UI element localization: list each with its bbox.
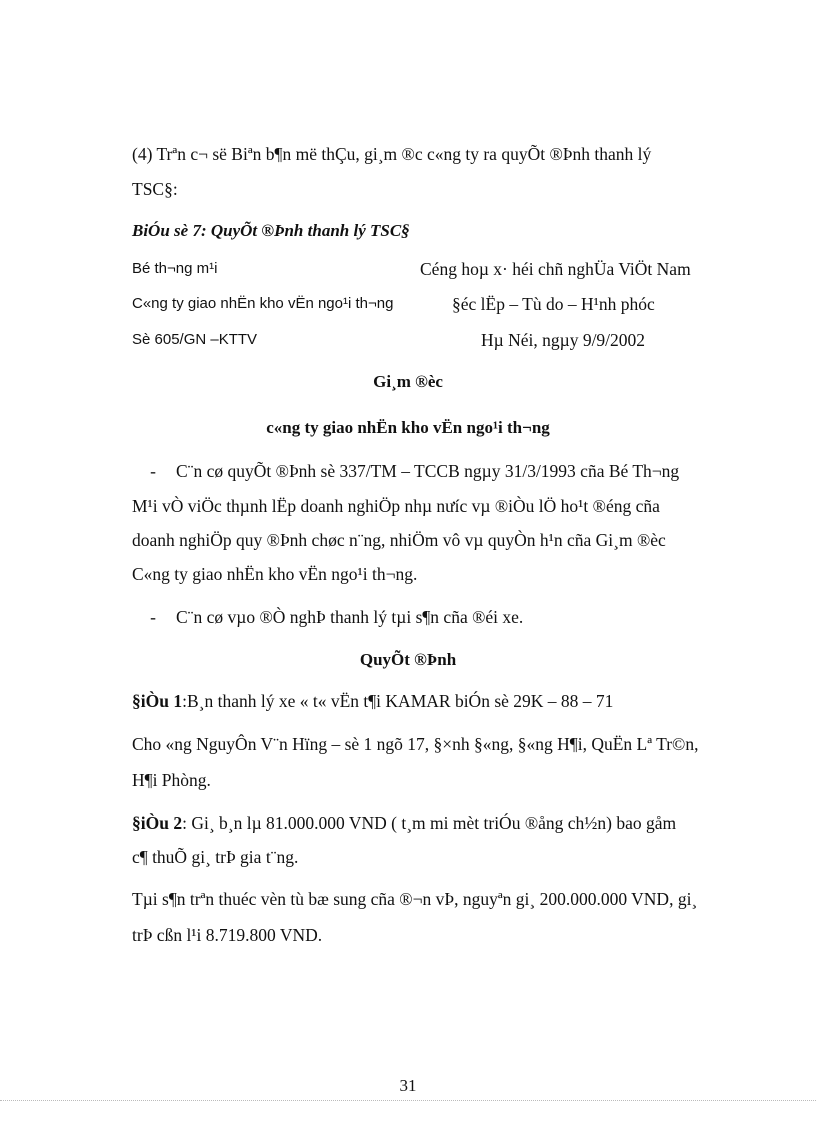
bullet-1-line-3: doanh nghiÖp quy ®Þnh chøc n¨ng, nhiÖm vô vµ quyÒn h¹n cña Gi¸m ®èc [132, 530, 666, 550]
article-1-line-1 [132, 691, 613, 712]
intro-line-1: (4) Trªn c¬ së Biªn b¶n më thÇu, gi¸m ®c c«ng ty ra quyÕt ®Þnh thanh lý [132, 144, 652, 164]
page-number: 31 [399, 1076, 417, 1095]
bullet-2-line-1: C¨n cø vµo ®Ò nghÞ thanh lý tµi s¶n cña ®éi xe. [176, 607, 524, 627]
decision-heading: QuyÕt ®Þnh [359, 650, 457, 669]
example-title: BiÓu sè 7: QuyÕt ®Þnh thanh lý TSC§ [132, 221, 410, 240]
title-director: Gi¸m ®èc [373, 372, 443, 391]
article-1-label: §iÒu 1 [132, 691, 183, 711]
bullet-1-line-1: C¨n cø quyÕt ®Þnh sè 337/TM – TCCB ngµy 31/3/1993 cña Bé Th¬ng [176, 461, 680, 481]
header-place-date: Hµ Néi, ngµy 9/9/2002 [481, 330, 646, 350]
header-motto: §éc lËp – Tù do – H¹nh phóc [452, 294, 655, 314]
article-2-line-1 [132, 813, 676, 834]
article-2-label: §iÒu 2 [132, 813, 183, 833]
header-republic: Céng hoµ x· héi chñ nghÜa ViÖt Nam [420, 259, 691, 279]
bullet-dash: - [150, 461, 156, 481]
closing-line-2: trÞ cßn l¹i 8.719.800 VND. [132, 925, 323, 945]
intro-line-2: TSC§: [132, 179, 178, 199]
closing-line-1: Tµi s¶n trªn thuéc vèn tù bæ sung cña ®¬n vÞ, nguyªn gi¸ 200.000.000 VND, gi¸ [132, 889, 698, 909]
header-company: C«ng ty giao nhËn kho vËn ngo¹i th¬ng [132, 295, 394, 312]
bullet-1-line-4: C«ng ty giao nhËn kho vËn ngo¹i th¬ng. [132, 564, 418, 584]
footer-divider [0, 1100, 816, 1101]
header-doc-number: Sè 605/GN –KTTV [132, 331, 258, 348]
article-2-text: : Gi¸ b¸n lµ 81.000.000 VND ( t¸m mi mèt triÓu ®ång ch½n) bao gåm [182, 813, 677, 833]
article-2-line-2: c¶ thuÕ gi¸ trÞ gia t¨ng. [132, 847, 299, 867]
article-1-line-2: Cho «ng NguyÔn V¨n Hïng – sè 1 ngõ 17, §×nh §«ng, §«ng H¶i, QuËn Lª Tr©n, [132, 734, 699, 754]
bullet-1-line-2: M¹i vÒ viÖc thµnh lËp doanh nghiÖp nhµ nưíc vµ ®iÒu lÖ ho¹t ®éng cña [132, 496, 660, 516]
article-1-line-3: H¶i Phòng. [132, 770, 211, 790]
header-ministry: Bé th¬ng m¹i [132, 260, 218, 277]
article-1-text: :B¸n thanh lý xe « t« vËn t¶i KAMAR biÓn sè 29K – 88 – 71 [182, 691, 614, 711]
title-company: c«ng ty giao nhËn kho vËn ngo¹i th¬ng [266, 418, 550, 437]
bullet-dash: - [150, 607, 156, 627]
